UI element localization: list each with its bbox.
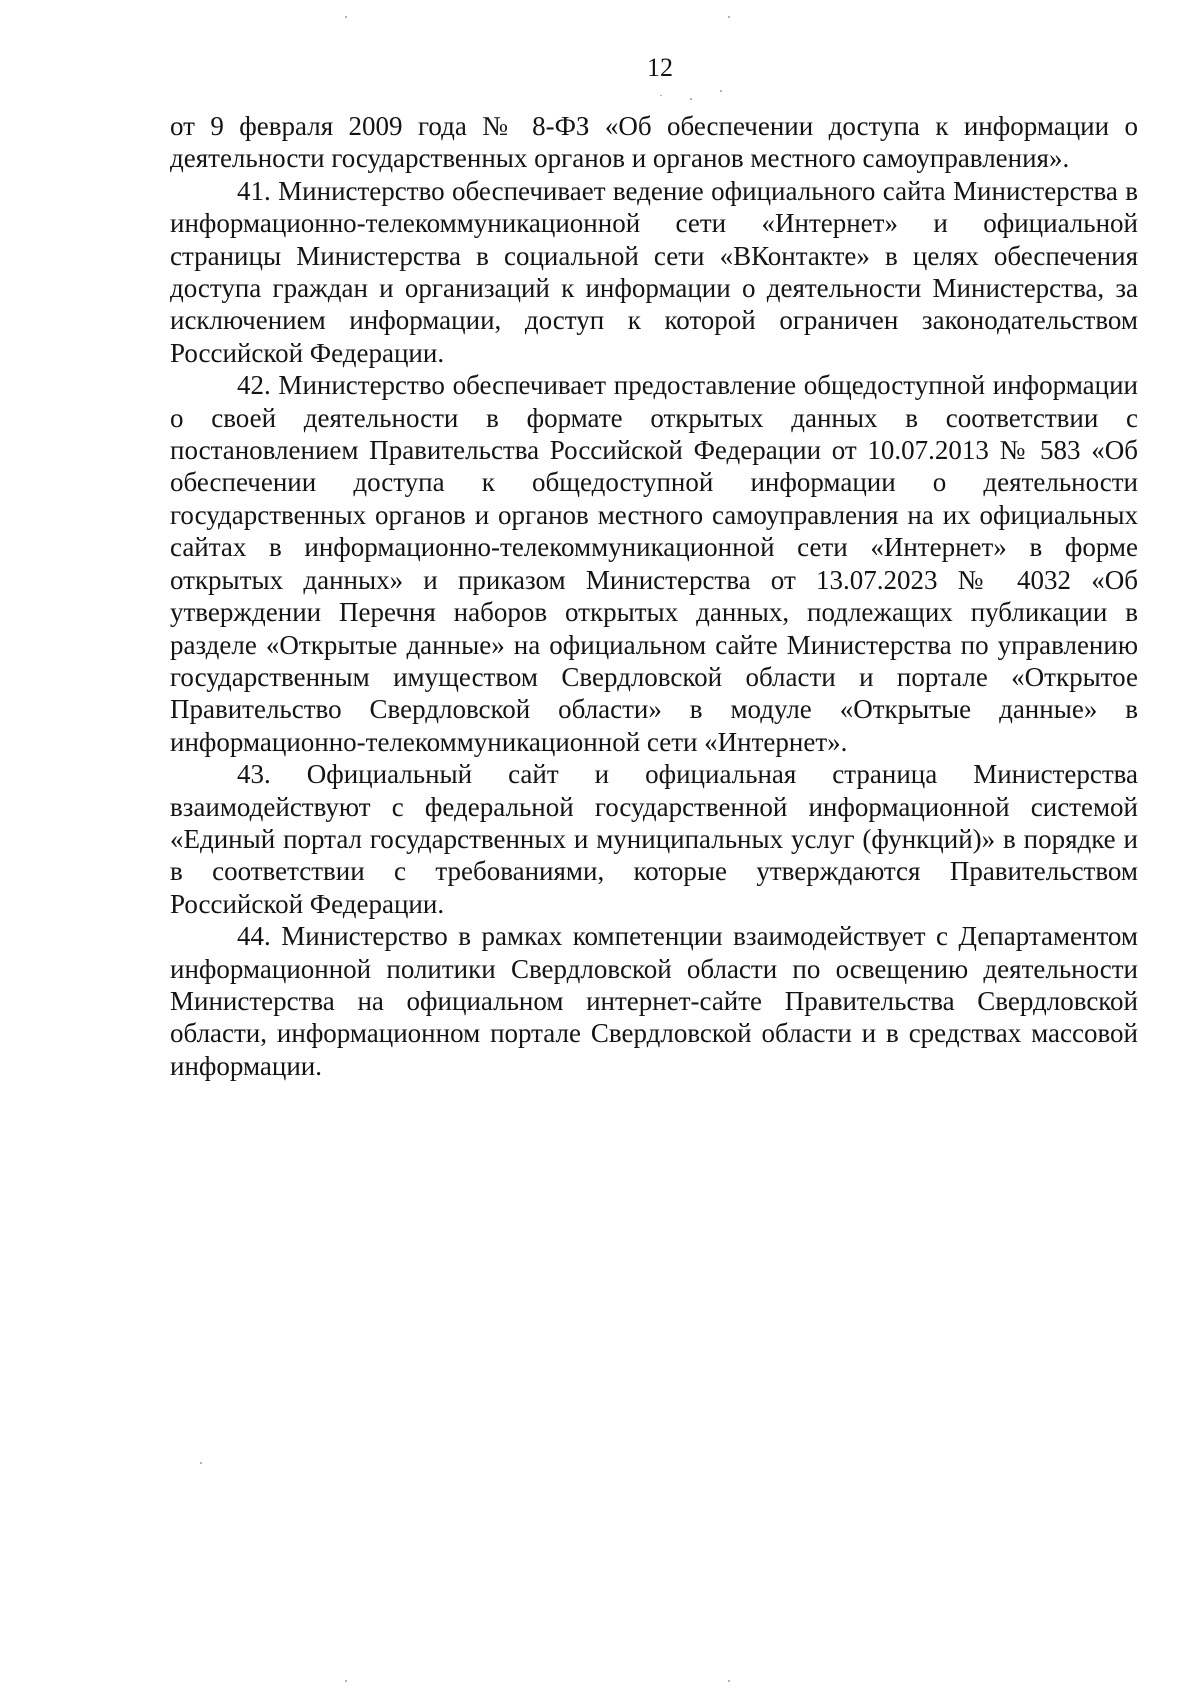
paragraph-41: 41. Министерство обеспечивает ведение официального сайта Министерства в информационно-телекоммуникационной сети «Интернет» и официальной страницы Министерства в социальной сети «ВКонтакте» в целях обеспечения доступа граждан и организаций к информации о деятельности Министерства, за исключением информации, доступ к которой ограничен законодательством Российской Федерации. [170,175,1138,368]
document-body [170,110,1138,1082]
paragraph-continuation: от 9 февраля 2009 года № 8-ФЗ «Об обеспечении доступа к информации о деятельности государственных органов и органов местного самоуправления». [170,111,1138,174]
scan-speck [720,90,722,92]
paragraph-43: 43. Официальный сайт и официальная страница Министерства взаимодействуют с федеральной государственной информационной системой «Единый портал государственных и муниципальных услуг (функций)» в порядке и в соответствии с требованиями, которые утверждаются Правительством Российской Федерации. [170,759,1138,919]
scan-speck [345,1680,347,1682]
scan-speck [728,1680,730,1682]
scan-speck [345,16,347,18]
scan-speck [200,1462,202,1464]
scan-speck [660,95,662,96]
scan-speck [728,16,730,18]
scan-speck [690,98,692,100]
paragraph-44: 44. Министерство в рамках компетенции взаимодействует с Департаментом информационной политики Свердловской области по освещению деятельности Министерства на официальном интернет-сайте Правительства Свердловской области, информационном портале Свердловской области и в средствах массовой информации. [170,921,1138,1081]
paragraph-42: 42. Министерство обеспечивает предоставление общедоступной информации о своей деятельности в формате открытых данных в соответствии с постановлением Правительства Российской Федерации от 10.07.2013 № 583 «Об обеспечении доступа к общедоступной информации о деятельности государственных органов и органов местного самоуправления на их официальных сайтах в информационно-телекоммуникационной сети «Интернет» в форме открытых данных» и приказом Министерства от 13.07.2023 № 4032 «Об утверждении Перечня наборов открытых данных, подлежащих публикации в разделе «Открытые данные» на официальном сайте Министерства по управлению государственным имуществом Свердловской области и портале «Открытое Правительство Свердловской области» в модуле «Открытые данные» в информационно-телекоммуникационной сети «Интернет». [170,370,1138,757]
page-number: 12 [647,53,673,82]
